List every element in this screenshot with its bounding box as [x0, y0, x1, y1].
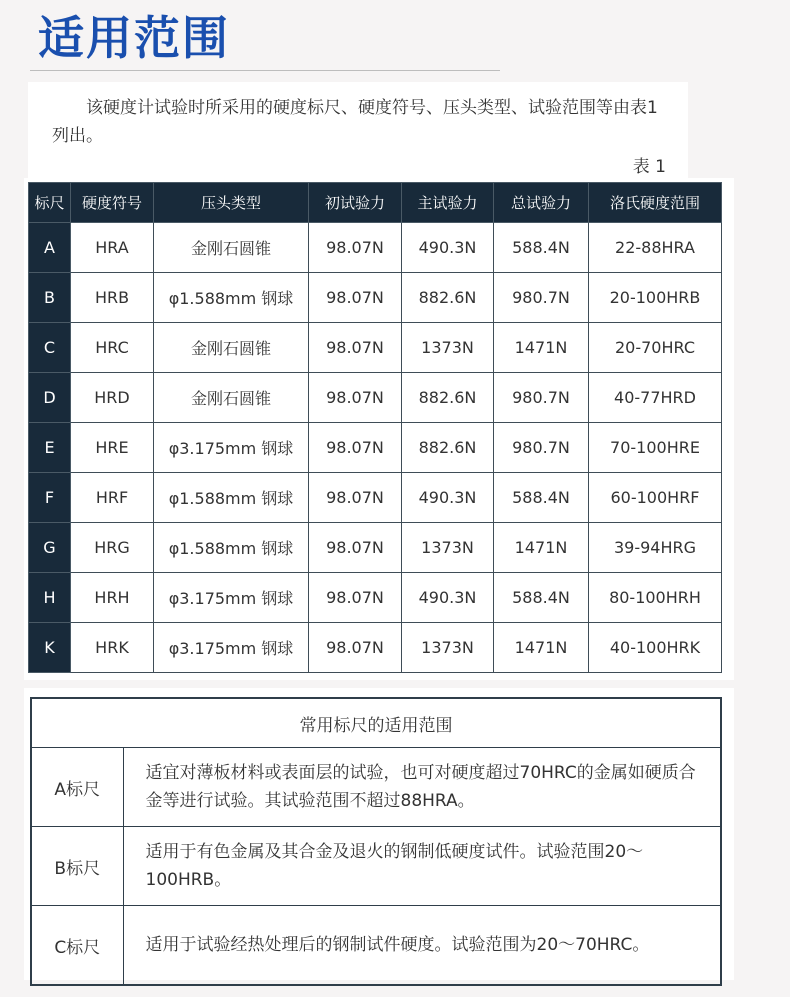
cell-preliminary-force: 98.07N — [309, 323, 402, 373]
cell-scale: D — [29, 373, 71, 423]
table-row — [29, 523, 722, 573]
scale-description: 适宜对薄板材料或表面层的试验，也可对硬度超过70HRC的金属如硬质合金等进行试验。其试验范围不超过88HRA。 — [123, 748, 721, 827]
cell-preliminary-force: 98.07N — [309, 573, 402, 623]
table-row — [29, 223, 722, 273]
cell-total-force: 1471N — [494, 623, 589, 673]
cell-preliminary-force: 98.07N — [309, 623, 402, 673]
cell-total-force: 1471N — [494, 523, 589, 573]
cell-preliminary-force: 98.07N — [309, 273, 402, 323]
cell-indenter: φ3.175mm 钢球 — [154, 573, 309, 623]
cell-preliminary-force: 98.07N — [309, 223, 402, 273]
cell-total-force: 980.7N — [494, 273, 589, 323]
cell-additional-force: 1373N — [402, 523, 494, 573]
cell-range: 60-100HRF — [589, 473, 722, 523]
header-range: 洛氏硬度范围 — [589, 183, 722, 223]
table-row — [31, 906, 721, 986]
scale-label: C标尺 — [31, 906, 123, 986]
table-row — [29, 373, 722, 423]
table-row — [29, 623, 722, 673]
cell-total-force: 588.4N — [494, 573, 589, 623]
table-caption: 表 1 — [632, 157, 666, 177]
cell-symbol: HRK — [71, 623, 154, 673]
hardness-scale-table-container — [24, 178, 734, 680]
cell-symbol: HRB — [71, 273, 154, 323]
cell-additional-force: 490.3N — [402, 223, 494, 273]
cell-symbol: HRD — [71, 373, 154, 423]
cell-indenter: φ1.588mm 钢球 — [154, 273, 309, 323]
table-row — [29, 573, 722, 623]
cell-scale: C — [29, 323, 71, 373]
header-preliminary-force: 初试验力 — [309, 183, 402, 223]
intro-text: 该硬度计试验时所采用的硬度标尺、硬度符号、压头类型、试验范围等由表1列出。 — [52, 98, 658, 146]
cell-total-force: 588.4N — [494, 473, 589, 523]
cell-scale: A — [29, 223, 71, 273]
cell-total-force: 588.4N — [494, 223, 589, 273]
common-scales-table — [30, 697, 722, 986]
cell-additional-force: 490.3N — [402, 573, 494, 623]
cell-preliminary-force: 98.07N — [309, 473, 402, 523]
page-title: 适用范围 — [38, 11, 230, 65]
cell-indenter: φ1.588mm 钢球 — [154, 473, 309, 523]
cell-preliminary-force: 98.07N — [309, 423, 402, 473]
scale-label: B标尺 — [31, 827, 123, 906]
cell-indenter: 金刚石圆锥 — [154, 323, 309, 373]
cell-preliminary-force: 98.07N — [309, 373, 402, 423]
cell-scale: K — [29, 623, 71, 673]
cell-scale: G — [29, 523, 71, 573]
cell-range: 22-88HRA — [589, 223, 722, 273]
cell-range: 20-100HRB — [589, 273, 722, 323]
cell-range: 39-94HRG — [589, 523, 722, 573]
cell-total-force: 1471N — [494, 323, 589, 373]
scale-description: 适用于有色金属及其合金及退火的钢制低硬度试件。试验范围20～100HRB。 — [123, 827, 721, 906]
cell-range: 40-77HRD — [589, 373, 722, 423]
header-additional-force: 主试验力 — [402, 183, 494, 223]
cell-symbol: HRG — [71, 523, 154, 573]
scale-label: A标尺 — [31, 748, 123, 827]
hardness-scale-table — [28, 182, 722, 673]
cell-scale: F — [29, 473, 71, 523]
table-row — [29, 423, 722, 473]
cell-symbol: HRF — [71, 473, 154, 523]
cell-symbol: HRH — [71, 573, 154, 623]
table-row — [29, 323, 722, 373]
table-row — [29, 473, 722, 523]
table-row — [29, 273, 722, 323]
cell-symbol: HRE — [71, 423, 154, 473]
header-symbol: 硬度符号 — [71, 183, 154, 223]
header-total-force: 总试验力 — [494, 183, 589, 223]
cell-indenter: 金刚石圆锥 — [154, 223, 309, 273]
header-indenter: 压头类型 — [154, 183, 309, 223]
cell-indenter: 金刚石圆锥 — [154, 373, 309, 423]
cell-range: 20-70HRC — [589, 323, 722, 373]
cell-total-force: 980.7N — [494, 423, 589, 473]
common-scales-table-container — [24, 688, 734, 980]
cell-scale: H — [29, 573, 71, 623]
title-divider — [30, 70, 500, 71]
cell-additional-force: 882.6N — [402, 273, 494, 323]
cell-range: 80-100HRH — [589, 573, 722, 623]
cell-symbol: HRC — [71, 323, 154, 373]
cell-additional-force: 882.6N — [402, 373, 494, 423]
header-scale: 标尺 — [29, 183, 71, 223]
cell-additional-force: 1373N — [402, 623, 494, 673]
table-header-row — [29, 183, 722, 223]
cell-scale: E — [29, 423, 71, 473]
cell-preliminary-force: 98.07N — [309, 523, 402, 573]
cell-indenter: φ3.175mm 钢球 — [154, 423, 309, 473]
cell-indenter: φ3.175mm 钢球 — [154, 623, 309, 673]
cell-range: 70-100HRE — [589, 423, 722, 473]
table-row — [31, 827, 721, 906]
cell-scale: B — [29, 273, 71, 323]
cell-additional-force: 882.6N — [402, 423, 494, 473]
cell-additional-force: 1373N — [402, 323, 494, 373]
cell-indenter: φ1.588mm 钢球 — [154, 523, 309, 573]
cell-symbol: HRA — [71, 223, 154, 273]
intro-box — [28, 82, 688, 178]
cell-additional-force: 490.3N — [402, 473, 494, 523]
scale-description: 适用于试验经热处理后的钢制试件硬度。试验范围为20～70HRC。 — [123, 906, 721, 986]
common-scales-title: 常用标尺的适用范围 — [31, 698, 721, 748]
cell-total-force: 980.7N — [494, 373, 589, 423]
cell-range: 40-100HRK — [589, 623, 722, 673]
table-row — [31, 748, 721, 827]
